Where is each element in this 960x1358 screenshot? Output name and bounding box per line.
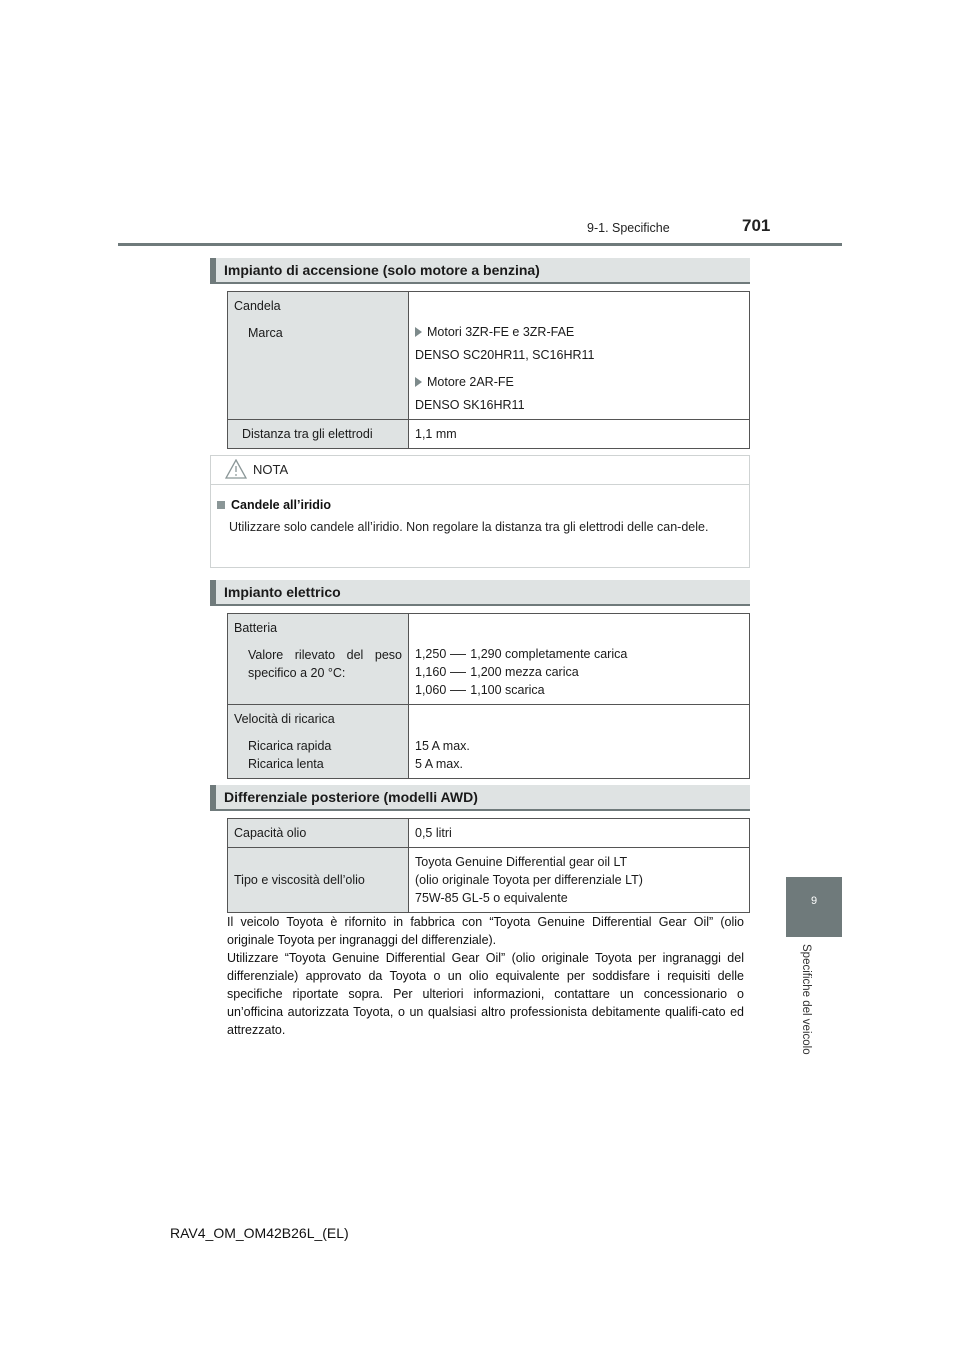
- engine1-value: DENSO SC20HR11, SC16HR11: [415, 348, 595, 362]
- engine2-value: DENSO SK16HR11: [415, 398, 525, 412]
- table-cell-value: [409, 614, 750, 705]
- table-cell-label: [228, 292, 409, 420]
- square-bullet-icon: [217, 501, 225, 509]
- gravity-to: 1,100 scarica: [470, 683, 545, 697]
- table-row: [228, 420, 750, 449]
- nota-item-heading: [217, 498, 331, 512]
- section-differential-heading: [210, 785, 750, 811]
- table-row: [228, 848, 750, 913]
- section-electrical-heading: [210, 580, 750, 606]
- body-text: [227, 913, 744, 1039]
- table-row: [228, 614, 750, 705]
- oil-type-line-2: (olio originale Toyota per differenziale LT): [415, 873, 643, 887]
- nota-box: [210, 455, 750, 568]
- engine1-row: [415, 323, 743, 341]
- gravity-to: 1,290 completamente carica: [470, 647, 628, 661]
- gravity-row-2: [415, 663, 743, 681]
- gravity-row-3: [415, 681, 743, 699]
- gravity-row-1: [415, 645, 743, 663]
- nota-item-text: Utilizzare solo candele all’iridio. Non regolare la distanza tra gli elettrodi delle can-dele.: [229, 520, 709, 534]
- chapter-label-text: Specifiche del veicolo: [800, 944, 812, 1055]
- slow-charge-label: Ricarica lenta: [248, 757, 324, 771]
- battery-label: Batteria: [234, 621, 278, 635]
- table-row: [228, 705, 750, 779]
- electrical-table: [227, 613, 750, 779]
- nota-item-title: Candele all’iridio: [231, 498, 332, 512]
- table-cell-value: [409, 848, 750, 913]
- body-paragraph-1: Il veicolo Toyota è rifornito in fabbrica con “Toyota Genuine Differential Gear Oil” (olio originale Toyota per ingranaggi del differenziale).: [227, 915, 744, 947]
- nota-header: [211, 456, 749, 485]
- gravity-from: 1,160: [415, 665, 447, 679]
- body-paragraph-2: Utilizzare “Toyota Genuine Differential Gear Oil” (olio originale Toyota per ingranaggi del differenziale) approvato da Toyota o un olio equivalente per soddisfare i requisiti delle specifiche riportate sopra. Per ulteriori informazioni, contattare un concessionario o un’officina autorizzata Toyota, o un qualsiasi altro professionista debitamente qualifi-cato ed attrezzato.: [227, 951, 744, 1037]
- table-row: [228, 292, 750, 420]
- gravity-from: 1,060: [415, 683, 447, 697]
- section-ignition-heading: [210, 258, 750, 284]
- differential-table: [227, 818, 750, 913]
- oil-type-line-3: 75W-85 GL-5 o equivalente: [415, 891, 568, 905]
- chapter-tab: 9: [786, 877, 842, 937]
- table-row: [228, 819, 750, 848]
- marca-label: Marca: [248, 326, 283, 340]
- nota-title: NOTA: [253, 462, 289, 477]
- ignition-table: [227, 291, 750, 449]
- capacity-value: 0,5 litri: [415, 826, 452, 840]
- section-differential-title: Differenziale posteriore (modelli AWD): [224, 789, 478, 805]
- fast-charge-label: Ricarica rapida: [248, 739, 332, 753]
- table-cell-label: [228, 705, 409, 779]
- engine1-name: Motori 3ZR-FE e 3ZR-FAE: [427, 325, 575, 339]
- charge-label: Velocità di ricarica: [234, 712, 335, 726]
- gap-label: Distanza tra gli elettrodi: [242, 427, 373, 441]
- document-code: RAV4_OM_OM42B26L_(EL): [170, 1225, 349, 1241]
- fast-charge-value: 15 A max.: [415, 739, 470, 753]
- dash-icon: [450, 690, 466, 691]
- engine2-name: Motore 2AR-FE: [427, 375, 514, 389]
- warning-icon: [225, 459, 247, 479]
- chapter-label: [800, 944, 816, 1074]
- table-cell-value: [409, 705, 750, 779]
- table-cell-label: [228, 614, 409, 705]
- oil-type-label: Tipo e viscosità dell’olio: [234, 873, 365, 887]
- table-cell-value: [409, 420, 750, 449]
- gap-value: 1,1 mm: [415, 427, 457, 441]
- gravity-to: 1,200 mezza carica: [470, 665, 579, 679]
- section-electrical-title: Impianto elettrico: [224, 584, 341, 600]
- gravity-from: 1,250: [415, 647, 447, 661]
- section-ignition-title: Impianto di accensione (solo motore a benzina): [224, 262, 540, 278]
- gravity-label: Valore rilevato del peso specifico a 20 °C:: [248, 648, 402, 680]
- capacity-label: Capacità olio: [234, 826, 307, 840]
- table-cell-value: [409, 819, 750, 848]
- header-rule: [118, 243, 842, 246]
- engine2-row: [415, 373, 743, 391]
- dash-icon: [450, 654, 466, 655]
- table-cell-label: [228, 819, 409, 848]
- arrow-right-icon: [415, 377, 422, 387]
- candela-label: Candela: [234, 299, 281, 313]
- slow-charge-value: 5 A max.: [415, 757, 463, 771]
- table-cell-label: [228, 420, 409, 449]
- arrow-right-icon: [415, 327, 422, 337]
- table-cell-value: [409, 292, 750, 420]
- page-number: 701: [742, 216, 771, 235]
- table-cell-label: [228, 848, 409, 913]
- dash-icon: [450, 672, 466, 673]
- oil-type-line-1: Toyota Genuine Differential gear oil LT: [415, 855, 628, 869]
- header-section-title: 9-1. Specifiche: [587, 221, 670, 235]
